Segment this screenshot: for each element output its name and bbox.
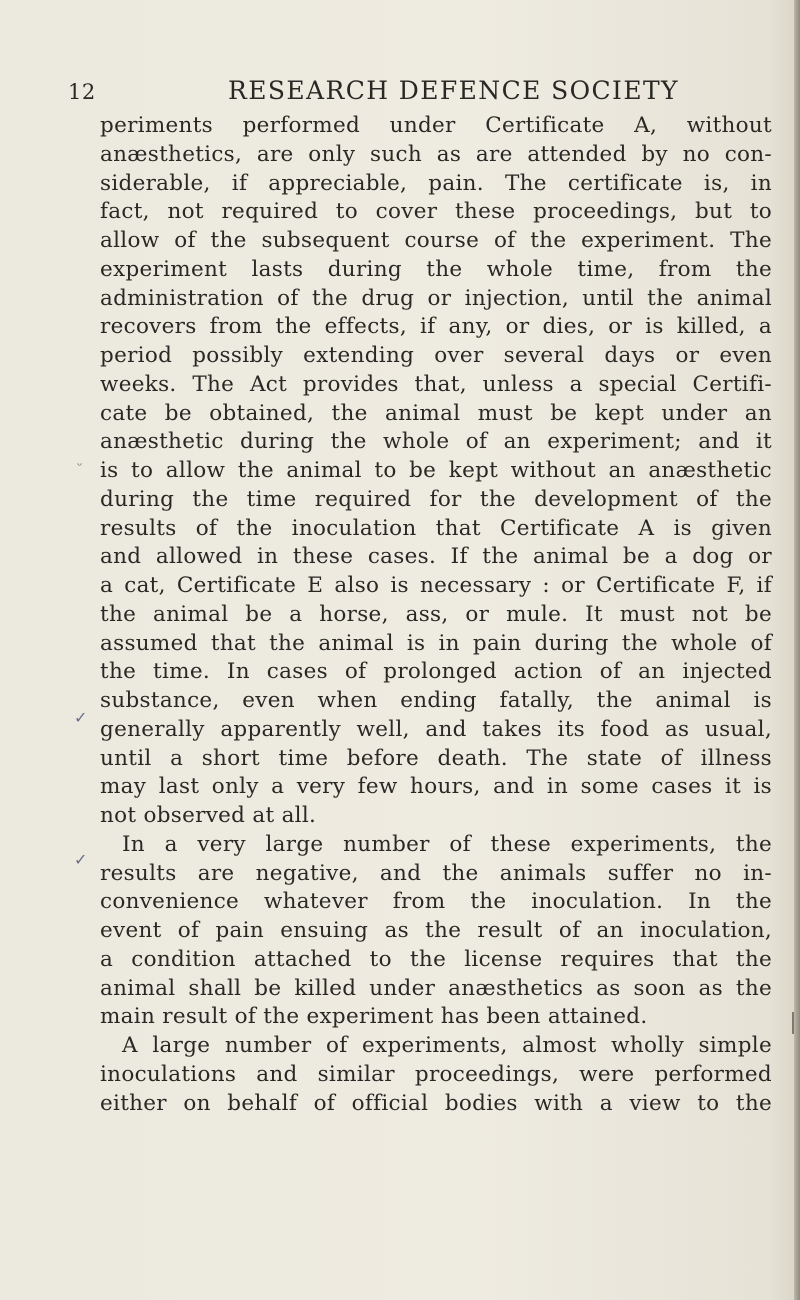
margin-check-mark: ✓ [74, 708, 88, 727]
text-line: a cat, Certificate E also is necessary : or Certificate F, if [100, 573, 772, 598]
text-line: fact, not required to cover these proceedings, but to [100, 199, 772, 225]
text-line: experiment lasts during the whole time, from the [100, 256, 772, 282]
text-line: administration of the drug or injection, until the animal [100, 285, 772, 311]
text-line: event of pain ensuing as the result of an inoculation, [100, 918, 772, 943]
text-line: cate be obtained, the animal must be kept under an [100, 400, 772, 426]
margin-check-mark: ✓ [74, 850, 88, 869]
text-line: animal shall be killed under anæsthetics as soon as the [100, 975, 772, 1001]
text-line: may last only a very few hours, and in some cases it is [100, 774, 772, 800]
page-edge-shadow [794, 0, 800, 1300]
text-line: siderable, if appreciable, pain. The certificate is, in [100, 170, 772, 196]
text-line: the animal be a horse, ass, or mule. It must not be [100, 601, 772, 627]
text-line: during the time required for the development of the [100, 486, 772, 512]
paragraph-end-line: main result of the experiment has been attained. [100, 1004, 648, 1030]
paragraph-end-line: not observed at all. [100, 803, 317, 828]
text-line: the time. In cases of prolonged action of an injected [100, 659, 772, 685]
text-line: recovers from the effects, if any, or dies, or is killed, a [100, 314, 772, 340]
text-line: allow of the subsequent course of the experiment. The [100, 228, 772, 253]
text-line: convenience whatever from the inoculation. In the [100, 889, 772, 915]
text-line: inoculations and similar proceedings, were performed [100, 1061, 772, 1087]
text-line: a condition attached to the license requires that the [100, 946, 772, 972]
text-line: period possibly extending over several days or even [100, 343, 772, 368]
text-line: generally apparently well, and takes its food as usual, [100, 716, 772, 742]
body-text [100, 112, 772, 1118]
running-title: RESEARCH DEFENCE SOCIETY [228, 76, 679, 105]
paragraph-start-line: A large number of experiments, almost wholly simple [122, 1033, 772, 1058]
text-line: results are negative, and the animals suffer no in- [100, 860, 772, 886]
text-line: either on behalf of official bodies with a view to the [100, 1090, 772, 1116]
text-line: results of the inoculation that Certificate A is given [100, 515, 772, 541]
page-number: 12 [68, 80, 96, 104]
text-line: anæsthetics, are only such as are attended by no con- [100, 141, 772, 167]
margin-pencil-mark: ᵕ [77, 459, 83, 474]
paragraph-start-line: In a very large number of these experiments, the [122, 831, 772, 857]
text-line: is to allow the animal to be kept without an anæsthetic [100, 458, 772, 483]
page-header [68, 76, 708, 116]
text-line: anæsthetic during the whole of an experiment; and it [100, 429, 772, 455]
text-line: substance, even when ending fatally, the animal is [100, 688, 772, 713]
text-line: until a short time before death. The state of illness [100, 745, 772, 771]
text-line: periments performed under Certificate A, without [100, 113, 772, 138]
text-line: assumed that the animal is in pain during the whole of [100, 630, 772, 656]
text-line: weeks. The Act provides that, unless a special Certifi- [100, 371, 772, 397]
text-line: and allowed in these cases. If the animal be a dog or [100, 544, 772, 570]
